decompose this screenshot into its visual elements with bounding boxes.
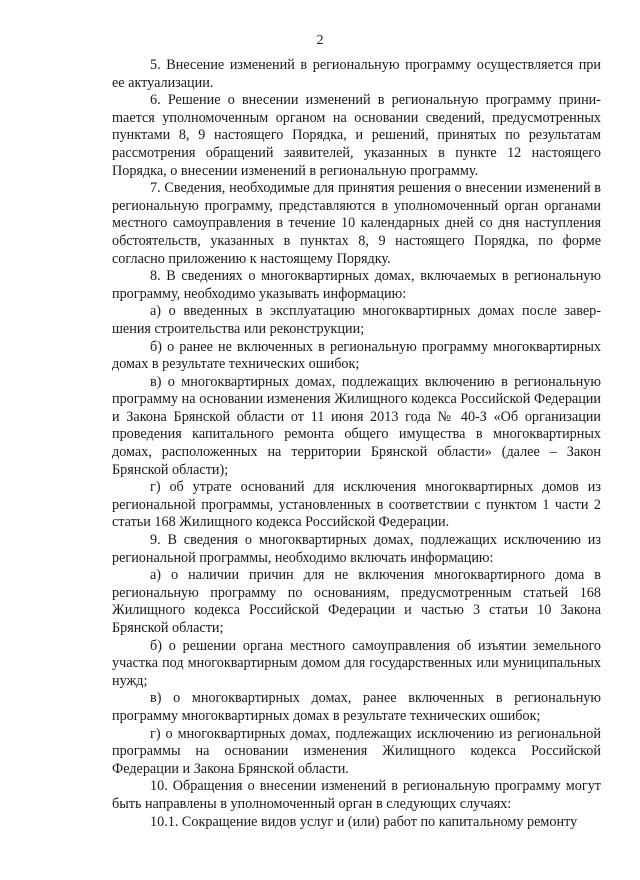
paragraph-10-1: 10.1. Сокращение видов услуг и (или) работ по капитальному ремонту (150, 813, 578, 830)
paragraph-6: 6. Решение о внесении изменений в региональную программу приниmается уполномоченным органом на основании сведений, предусмотренных пунктами 8, 9 настоящего Порядка, и решений, принятых по результатам рассмотрения обращений заявителей, указанных в пункте 12 настоящего Порядка, о внесении изменений в региональную программу. (112, 92, 601, 179)
paragraph-9-v: в) о многоквартирных домах, ранее включенных в региональную программу многоквартирных домах в результате технических ошибок; (112, 690, 601, 724)
paragraph-8-b: б) о ранее не включенных в региональную программу многоквартирных домах в результате технических ошибок; (112, 338, 601, 373)
paragraph-9-g: г) о многоквартирных домах, подлежащих исключению из региональной программы на основании изменения Жилищного кодекса Российской Федерации и Закона Брянской области. (112, 725, 601, 777)
page-number: 2 (316, 33, 324, 48)
paragraph-8: 8. В сведениях о многоквартирных домах, включаемых в региональную программу, необходимо указывать информацию: (112, 268, 601, 302)
paragraph-5: 5. Внесение изменений в региональную программу осуществляется при ее актуализации. (112, 57, 601, 91)
paragraph-9-a: а) о наличии причин для не включения многоквартирного дома в региональную программу по основаниям, предусмотренным статьей 168 Жилищного кодекса Российской Федерации и частью 3 статьи 10 Закона Брянской области; (112, 567, 601, 636)
paragraph-8-a: а) о введенных в эксплуатацию многоквартирных домах после завершения строительства или реконструкции; (112, 303, 601, 337)
paragraph-7: 7. Сведения, необходимые для принятия решения о внесении изменений в региональную программу, представляются в уполномоченный орган органами местного самоуправления в течение 10 календарных дней со дня наступления обстоятельств, указанных в пунктах 8, 9 настоящего Порядка, по форме согласно приложению к настоящему Порядку. (112, 180, 601, 267)
paragraph-9-b: б) о решении органа местного самоуправления об изъятии земельного участка под многоквартирным домом для государственных или муниципальных нужд; (112, 637, 601, 689)
paragraph-10: 10. Обращения о внесении изменений в региональную программу могут быть направлены в уполномоченный орган в следующих случаях: (112, 778, 601, 812)
paragraph-9: 9. В сведения о многоквартирных домах, подлежащих исключению из региональной программы, необходимо включать информацию: (112, 532, 601, 566)
paragraph-8-v: в) о многоквартирных домах, подлежащих включению в региональную программу на основании изменения Жилищного кодекса Российской Федерации и Закона Брянской области от 11 июня 2013 года № 40-З «Об организации проведения капитального ремонта общего имущества в многоквартирных домах, расположенных на территории Брянской области» (далее – Закон Брянской области); (112, 373, 601, 478)
document-body (112, 57, 601, 831)
paragraph-8-g: г) об утрате оснований для исключения многоквартирных домов из региональной программы, установленных в соответствии с пунктом 1 части 2 статьи 168 Жилищного кодекса Российской Федерации. (112, 479, 601, 531)
